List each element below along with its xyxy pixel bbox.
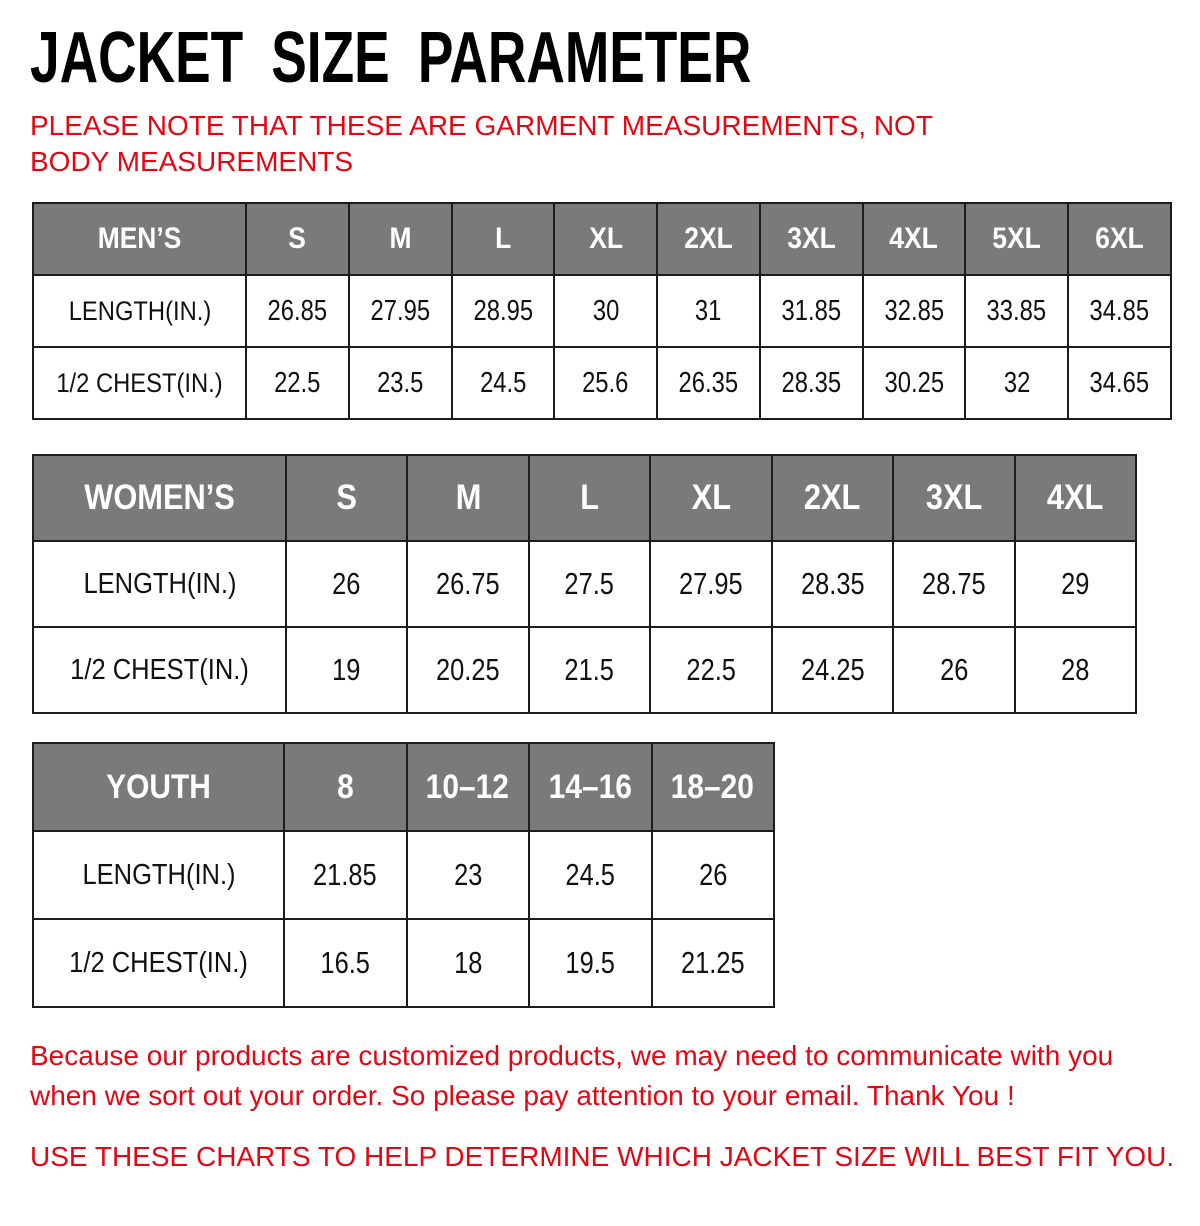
table-row	[33, 275, 1171, 347]
table-cell: 34.65	[1068, 347, 1171, 419]
table-cell: 32.85	[863, 275, 966, 347]
table-cell: 28.75	[893, 541, 1014, 627]
size-col-header: M	[349, 203, 452, 275]
table-cell: 30.25	[863, 347, 966, 419]
size-col-header: 6XL	[1068, 203, 1171, 275]
size-col-header: 5XL	[965, 203, 1068, 275]
table-cell: 29	[1015, 541, 1136, 627]
row-label: 1/2 CHEST(IN.)	[33, 627, 286, 713]
mens-table-title: MEN’S	[33, 203, 246, 275]
size-col-header: 3XL	[893, 455, 1014, 541]
size-col-header: L	[452, 203, 555, 275]
table-cell: 25.6	[554, 347, 657, 419]
size-col-header: 2XL	[772, 455, 893, 541]
garment-measurement-note: PLEASE NOTE THAT THESE ARE GARMENT MEASUREMENTS, NOT BODY MEASUREMENTS	[30, 110, 933, 177]
table-cell: 24.25	[772, 627, 893, 713]
youth-header-row	[33, 743, 774, 831]
table-cell: 31	[657, 275, 760, 347]
size-col-header: 2XL	[657, 203, 760, 275]
size-col-header: 3XL	[760, 203, 863, 275]
table-cell: 23.5	[349, 347, 452, 419]
row-label: LENGTH(IN.)	[33, 541, 286, 627]
table-cell: 21.25	[652, 919, 775, 1007]
table-row	[33, 831, 774, 919]
size-col-header: S	[286, 455, 407, 541]
table-cell: 30	[554, 275, 657, 347]
size-col-header: 18–20	[652, 743, 775, 831]
table-row	[33, 627, 1136, 713]
mens-size-table	[32, 202, 1172, 420]
table-cell: 26	[652, 831, 775, 919]
size-col-header: M	[407, 455, 528, 541]
table-cell: 26.75	[407, 541, 528, 627]
table-cell: 21.85	[284, 831, 407, 919]
table-cell: 23	[407, 831, 530, 919]
row-label: LENGTH(IN.)	[33, 831, 284, 919]
table-cell: 16.5	[284, 919, 407, 1007]
table-cell: 28.35	[772, 541, 893, 627]
table-row	[33, 919, 774, 1007]
table-cell: 21.5	[529, 627, 650, 713]
table-cell: 19	[286, 627, 407, 713]
size-col-header: L	[529, 455, 650, 541]
table-cell: 28	[1015, 627, 1136, 713]
size-col-header: 4XL	[1015, 455, 1136, 541]
table-cell: 18	[407, 919, 530, 1007]
page-title: JACKET SIZE PARAMETER	[30, 18, 752, 98]
table-cell: 31.85	[760, 275, 863, 347]
womens-size-table	[32, 454, 1137, 714]
table-cell: 34.85	[1068, 275, 1171, 347]
youth-table-title: YOUTH	[33, 743, 284, 831]
table-cell: 19.5	[529, 919, 652, 1007]
chart-usage-note: USE THESE CHARTS TO HELP DETERMINE WHICH JACKET SIZE WILL BEST FIT YOU.	[30, 1141, 1175, 1172]
size-col-header: 14–16	[529, 743, 652, 831]
table-cell: 26.35	[657, 347, 760, 419]
row-label: LENGTH(IN.)	[33, 275, 246, 347]
table-cell: 26	[286, 541, 407, 627]
size-col-header: XL	[650, 455, 771, 541]
table-cell: 28.95	[452, 275, 555, 347]
table-cell: 27.5	[529, 541, 650, 627]
size-col-header: XL	[554, 203, 657, 275]
table-cell: 32	[965, 347, 1068, 419]
mens-header-row	[33, 203, 1171, 275]
table-cell: 22.5	[246, 347, 349, 419]
table-cell: 20.25	[407, 627, 528, 713]
size-col-header: 4XL	[863, 203, 966, 275]
table-cell: 28.35	[760, 347, 863, 419]
table-row	[33, 541, 1136, 627]
table-cell: 26.85	[246, 275, 349, 347]
table-cell: 22.5	[650, 627, 771, 713]
table-cell: 24.5	[529, 831, 652, 919]
row-label: 1/2 CHEST(IN.)	[33, 919, 284, 1007]
row-label: 1/2 CHEST(IN.)	[33, 347, 246, 419]
womens-table-title: WOMEN’S	[33, 455, 286, 541]
table-row	[33, 347, 1171, 419]
youth-size-table	[32, 742, 775, 1008]
size-col-header: S	[246, 203, 349, 275]
table-cell: 24.5	[452, 347, 555, 419]
table-cell: 27.95	[650, 541, 771, 627]
customization-notice: Because our products are customized products, we may need to communicate with you when we sort out your order. So please pay attention to your email. Thank You !	[30, 1040, 1114, 1111]
table-cell: 26	[893, 627, 1014, 713]
size-col-header: 8	[284, 743, 407, 831]
womens-header-row	[33, 455, 1136, 541]
table-cell: 27.95	[349, 275, 452, 347]
table-cell: 33.85	[965, 275, 1068, 347]
size-col-header: 10–12	[407, 743, 530, 831]
